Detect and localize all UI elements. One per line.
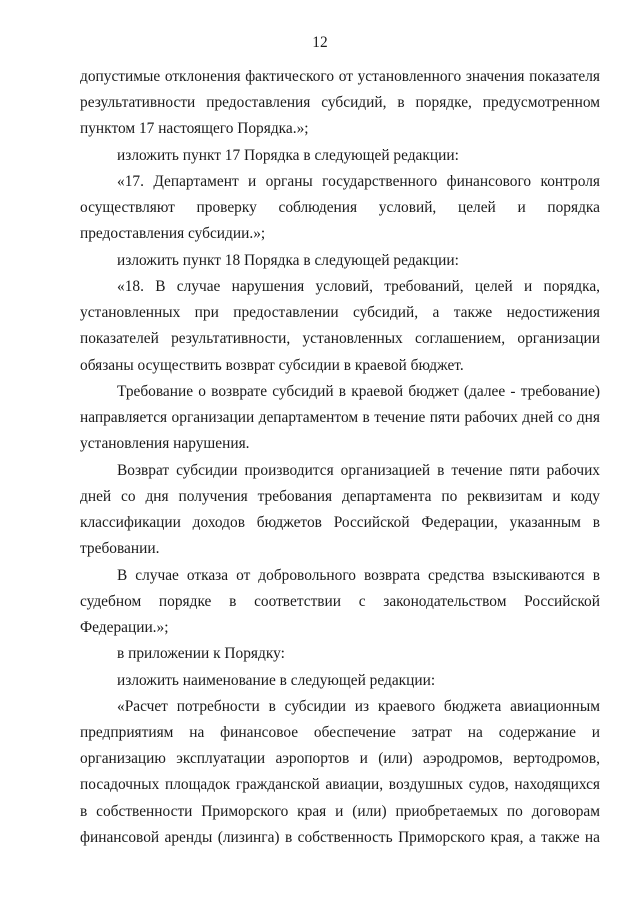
paragraph-point-17: «17. Департамент и органы государственного финансового контроля осуществляют проверку соблюдения условий, целей и порядка предоставления субсидии.»; [80, 173, 600, 243]
document-body [80, 64, 600, 851]
page-number: 12 [312, 34, 328, 51]
paragraph-refund: Возврат субсидии производится организацией в течение пяти рабочих дней со дня получения требования департамента по реквизитам и коду классификации доходов бюджетов Российской Федерации, указанным в требовании. [80, 461, 600, 558]
paragraph-calculation-title: «Расчет потребности в субсидии из краевого бюджета авиационным предприятиям на финансовое обеспечение затрат на содержание и организацию эксплуатации аэропортов и (или) аэродромов, вертодромов, посадочных площадок гражданской авиации, воздушных судов, находящихся в собственности Приморского края и (или) приобретаемых по договорам финансовой аренды (лизинга) в собственность Приморского края, а также на [80, 697, 600, 846]
paragraph-refusal: В случае отказа от добровольного возврата средства взыскиваются в судебном порядке в соответствии с законодательством Российской Федерации.»; [80, 566, 600, 636]
paragraph-appendix: в приложении к Порядку: [117, 645, 285, 663]
paragraph-instruction-point-18: изложить пункт 18 Порядка в следующей редакции: [117, 251, 459, 269]
paragraph-instruction-point-17: изложить пункт 17 Порядка в следующей редакции: [117, 146, 459, 164]
paragraph-continuation: допустимые отклонения фактического от установленного значения показателя результативности предоставления субсидий, в порядке, предусмотренном пунктом 17 настоящего Порядка.»; [80, 68, 600, 138]
paragraph-point-18: «18. В случае нарушения условий, требований, целей и порядка, установленных при предоставлении субсидий, а также недостижения показателей результативности, установленных соглашением, организации обязаны осуществить возврат субсидии в краевой бюджет. [80, 278, 600, 374]
paragraph-instruction-title: изложить наименование в следующей редакции: [117, 671, 436, 689]
paragraph-demand: Требование о возврате субсидий в краевой бюджет (далее - требование) направляется организации департаментом в течение пяти рабочих дней со дня установления нарушения. [80, 382, 600, 453]
